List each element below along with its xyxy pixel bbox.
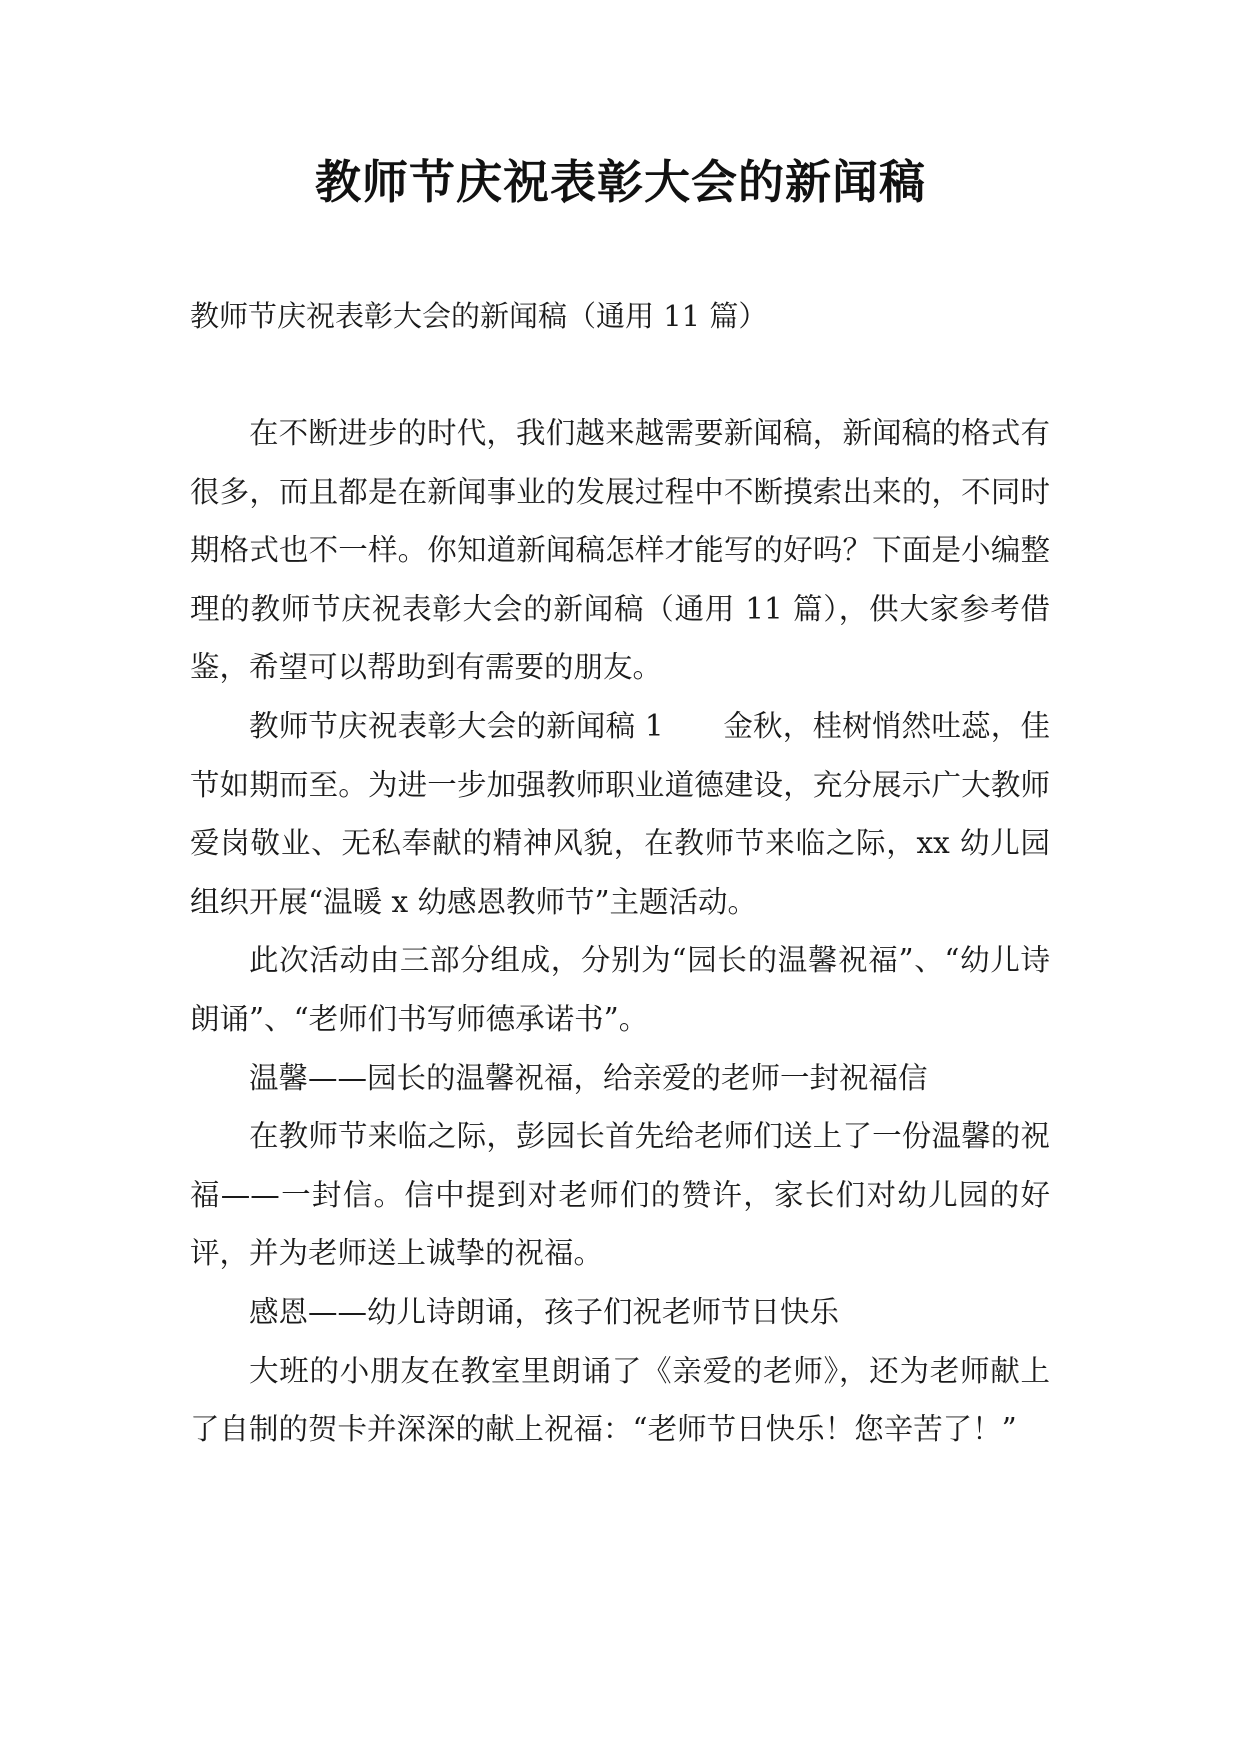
paragraph: 在教师节来临之际，彭园长首先给老师们送上了一份温馨的祝福——一封信。信中提到对老师们的赞许，家长们对幼儿园的好评，并为老师送上诚挚的祝福。 [190, 1119, 1050, 1271]
paragraph: 大班的小朋友在教室里朗诵了《亲爱的老师》，还为老师献上了自制的贺卡并深深的献上祝福：“老师节日快乐！您辛苦了！” [190, 1353, 1050, 1447]
paragraph: 此次活动由三部分组成，分别为“园长的温馨祝福”、“幼儿诗朗诵”、“老师们书写师德承诺书”。 [190, 943, 1050, 1036]
document-body [190, 404, 1050, 1459]
paragraph: 在不断进步的时代，我们越来越需要新闻稿，新闻稿的格式有很多，而且都是在新闻事业的发展过程中不断摸索出来的，不同时期格式也不一样。你知道新闻稿怎样才能写的好吗？下面是小编整理的教师节庆祝表彰大会的新闻稿（通用 11 篇），供大家参考借鉴，希望可以帮助到有需要的朋友。 [190, 416, 1050, 685]
document-subtitle: 教师节庆祝表彰大会的新闻稿（通用 11 篇） [190, 299, 768, 333]
document-title: 教师节庆祝表彰大会的新闻稿 [315, 155, 926, 209]
paragraph: 教师节庆祝表彰大会的新闻稿 1 金秋，桂树悄然吐蕊，佳节如期而至。为进一步加强教师职业道德建设，充分展示广大教师爱岗敬业、无私奉献的精神风貌，在教师节来临之际，xx 幼儿园组织开展“温暖 x 幼感恩教师节”主题活动。 [190, 708, 1050, 919]
paragraph: 感恩——幼儿诗朗诵，孩子们祝老师节日快乐 [249, 1294, 840, 1329]
paragraph: 温馨——园长的温馨祝福，给亲爱的老师一封祝福信 [249, 1060, 928, 1095]
